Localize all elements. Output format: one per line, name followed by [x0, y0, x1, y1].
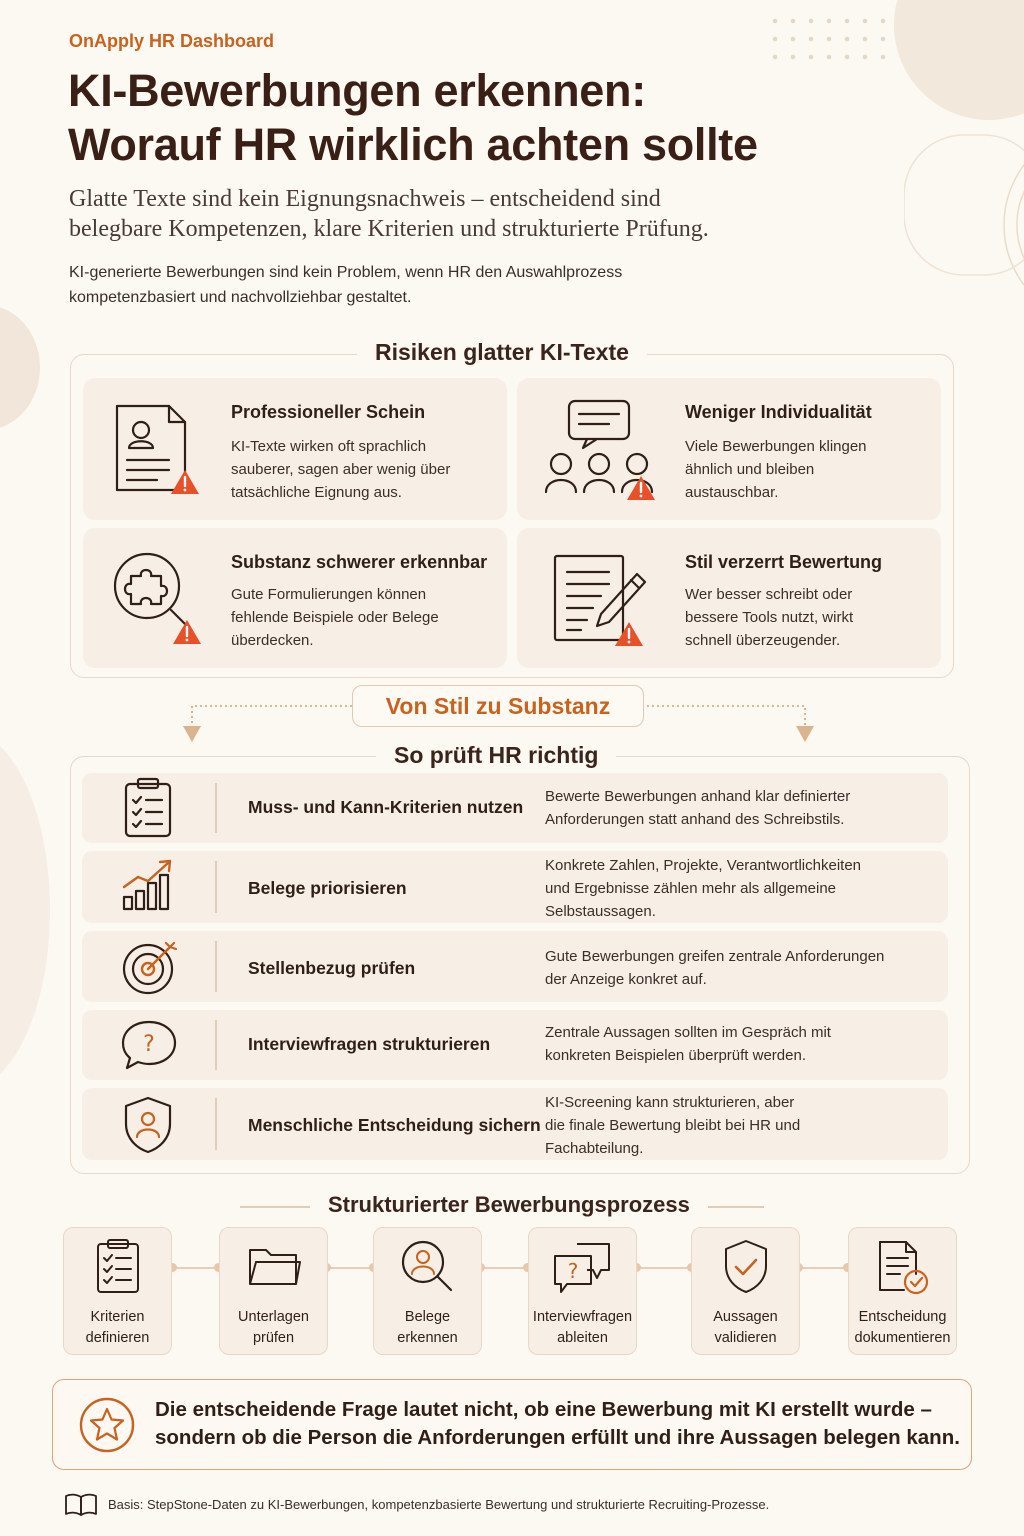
process-step-label-line: prüfen	[252, 1330, 295, 1346]
check-row-text-line: Konkrete Zahlen, Projekte, Verantwortlichkeiten	[545, 857, 862, 874]
process-step	[528, 1227, 637, 1355]
risk-card-text	[685, 435, 925, 504]
process-step-label	[64, 1307, 171, 1349]
process-step	[219, 1227, 328, 1355]
process-step-label-line: erkennen	[397, 1330, 458, 1346]
key-question-callout	[52, 1379, 972, 1470]
process-step-label-line: Belege	[404, 1309, 451, 1325]
check-row-text-line: Gute Bewerbungen greifen zentrale Anforderungen	[545, 948, 885, 965]
process-connector	[636, 1267, 692, 1269]
page-title-line: Worauf HR wirklich achten sollte	[68, 119, 758, 170]
check-row-text	[545, 945, 940, 991]
process-step-label-line: definieren	[85, 1330, 150, 1346]
page-title-line: KI-Bewerbungen erkennen:	[68, 65, 646, 116]
check-row	[82, 851, 948, 923]
check-row-text	[545, 785, 925, 831]
key-question-line: Die entscheidende Frage lautet nicht, ob eine Bewerbung mit KI erstellt wurde –	[155, 1398, 932, 1421]
check-row-title: Belege priorisieren	[248, 878, 407, 898]
subtitle-line: belegbare Kompetenzen, klare Kriterien und strukturierte Prüfung.	[69, 216, 709, 242]
check-row-title: Menschliche Entscheidung sichern	[248, 1115, 541, 1135]
page-subtitle	[69, 184, 829, 244]
check-row-text-line: Anforderungen statt anhand des Schreibstils.	[545, 811, 845, 828]
row-divider	[215, 783, 217, 833]
risk-card-text-line: Wer besser schreibt oder	[685, 586, 853, 603]
check-row-text-line: KI-Screening kann strukturieren, aber	[545, 1094, 795, 1111]
risk-card-text-line: KI-Texte wirken oft sprachlich	[231, 438, 427, 455]
svg-text:?: ?	[143, 1032, 155, 1057]
process-connector	[798, 1267, 848, 1269]
check-row-text-line: konkreten Beispielen überprüft werden.	[545, 1047, 806, 1064]
document-check-icon	[874, 1238, 932, 1296]
document-pen-warning-icon	[551, 552, 651, 648]
checks-heading: So prüft HR richtig	[376, 742, 616, 769]
shield-check-icon	[721, 1238, 771, 1296]
risks-heading: Risiken glatter KI-Texte	[357, 339, 647, 366]
book-icon	[64, 1492, 98, 1518]
risk-card-title: Weniger Individualität	[685, 402, 872, 422]
key-question-text	[155, 1396, 960, 1452]
clipboard-checklist-icon	[118, 776, 178, 840]
check-row-text-line: der Anzeige konkret auf.	[545, 971, 707, 988]
risk-card-text-line: überdecken.	[231, 632, 314, 649]
risk-card-text-line: fehlende Beispiele oder Belege	[231, 609, 439, 626]
intro-text	[69, 260, 769, 310]
svg-text:?: ?	[567, 1259, 578, 1283]
process-step-label-line: Kriterien	[90, 1309, 145, 1325]
intro-line: kompetenzbasiert und nachvollziehbar gestaltet.	[69, 289, 412, 306]
user-magnifier-icon	[399, 1238, 457, 1296]
check-row-text-line: und Ergebnisse zählen mehr als allgemeine	[545, 880, 837, 897]
check-row	[82, 1088, 948, 1160]
risk-card-text-line: Viele Bewerbungen klingen	[685, 438, 867, 455]
risk-card	[83, 528, 507, 668]
shield-user-icon	[120, 1094, 176, 1156]
process-step-label	[529, 1307, 636, 1349]
process-step	[373, 1227, 482, 1355]
risk-card-title: Professioneller Schein	[231, 402, 426, 422]
target-icon	[120, 937, 180, 997]
decorative-circle-left	[0, 305, 40, 430]
risk-card-title: Stil verzerrt Bewertung	[685, 552, 883, 572]
question-chat-icon	[551, 1238, 615, 1294]
decorative-dot-grid	[766, 12, 896, 72]
check-row-title: Stellenbezug prüfen	[248, 958, 416, 978]
process-connector	[171, 1267, 219, 1269]
process-step-label	[849, 1307, 956, 1349]
risk-card	[517, 528, 941, 668]
decorative-arcs	[904, 125, 1024, 325]
row-divider	[215, 861, 217, 913]
check-row-text	[545, 854, 925, 923]
check-row	[82, 773, 948, 843]
growth-chart-icon	[120, 857, 176, 913]
check-row-title: Muss- und Kann-Kriterien nutzen	[248, 797, 524, 817]
risk-card-text-line: austauschbar.	[685, 484, 779, 501]
process-step-label	[374, 1307, 481, 1349]
page-title	[68, 64, 828, 172]
check-row-text	[545, 1091, 925, 1160]
check-row-title: Interviewfragen strukturieren	[248, 1034, 491, 1054]
decorative-circle	[894, 0, 1024, 120]
risk-card-text-line: Gute Formulierungen können	[231, 586, 427, 603]
risk-card-text-line: sauberer, sagen aber wenig über	[231, 461, 451, 478]
source-footnote: Basis: StepStone-Daten zu KI-Bewerbungen, kompetenzbasierte Bewertung und strukturierte Recruiting-Prozesse.	[108, 1497, 770, 1512]
puzzle-magnifier-warning-icon	[109, 548, 205, 648]
process-step-label-line: Interviewfragen	[532, 1309, 633, 1325]
risk-card-text	[231, 435, 491, 504]
document-user-warning-icon	[111, 400, 203, 498]
process-step-label-line: Unterlagen	[238, 1309, 309, 1325]
process-step	[848, 1227, 957, 1355]
process-step	[63, 1227, 172, 1355]
check-row	[82, 931, 948, 1002]
risk-card	[517, 378, 941, 520]
clipboard-checklist-icon	[93, 1238, 143, 1296]
process-step-label-line: Entscheidung	[858, 1309, 947, 1325]
heading-rule	[240, 1206, 310, 1208]
row-divider	[215, 941, 217, 992]
process-connector	[326, 1267, 374, 1269]
star-icon	[77, 1395, 137, 1455]
process-step-label	[220, 1307, 327, 1349]
question-bubble-icon	[119, 1018, 179, 1072]
process-step	[691, 1227, 800, 1355]
process-connector	[480, 1267, 528, 1269]
process-step-label-line: ableiten	[557, 1330, 608, 1346]
intro-line: KI-generierte Bewerbungen sind kein Problem, wenn HR den Auswahlprozess	[69, 264, 623, 281]
risk-card-text-line: bessere Tools nutzt, wirkt	[685, 609, 854, 626]
row-divider	[215, 1020, 217, 1070]
check-row	[82, 1010, 948, 1080]
folder-icon	[246, 1238, 302, 1294]
subtitle-line: Glatte Texte sind kein Eignungsnachweis – entscheidend sind	[69, 186, 661, 212]
risk-card-text-line: tatsächliche Eignung aus.	[231, 484, 402, 501]
row-divider	[215, 1098, 217, 1150]
check-row-text-line: Bewerte Bewerbungen anhand klar definierter	[545, 788, 851, 805]
decorative-arc-left	[0, 730, 50, 1090]
group-chat-warning-icon	[543, 398, 659, 504]
risk-card-text-line: schnell überzeugender.	[685, 632, 841, 649]
process-heading: Strukturierter Bewerbungsprozess	[310, 1192, 708, 1218]
process-step-label-line: validieren	[714, 1330, 777, 1346]
check-row-text-line: Zentrale Aussagen sollten im Gespräch mit	[545, 1024, 831, 1041]
risk-card-text	[231, 583, 491, 652]
brand-label: OnApply HR Dashboard	[69, 31, 275, 51]
check-row-text-line: die finale Bewertung bleibt bei HR und	[545, 1117, 801, 1134]
risk-card-text-line: ähnlich und bleiben	[685, 461, 815, 478]
process-step-label-line: dokumentieren	[854, 1330, 951, 1346]
risk-card-title: Substanz schwerer erkennbar	[231, 552, 488, 572]
check-row-text	[545, 1021, 925, 1067]
transition-label: Von Stil zu Substanz	[352, 685, 644, 727]
process-step-label	[692, 1307, 799, 1349]
check-row-text-line: Fachabteilung.	[545, 1140, 644, 1157]
key-question-line: sondern ob die Person die Anforderungen erfüllt und ihre Aussagen belegen kann.	[155, 1426, 960, 1449]
check-row-text-line: Selbstaussagen.	[545, 903, 656, 920]
risk-card-text	[685, 583, 925, 652]
risk-card	[83, 378, 507, 520]
process-step-label-line: Aussagen	[713, 1309, 778, 1325]
